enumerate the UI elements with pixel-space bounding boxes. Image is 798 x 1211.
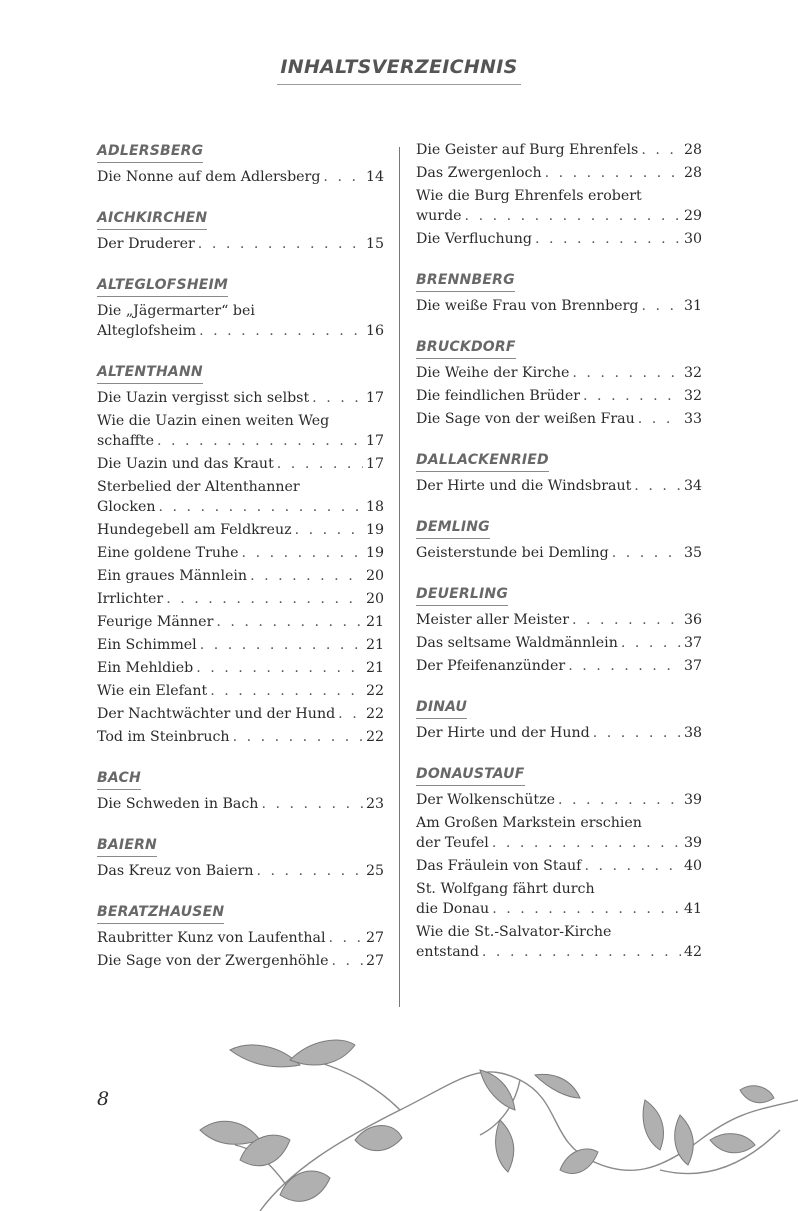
dot-leader (198, 234, 363, 254)
toc-entry[interactable] (416, 856, 702, 876)
entry-title: Feurige Männer (97, 614, 214, 630)
toc-section-donaustauf (416, 763, 702, 962)
entry-row (97, 543, 384, 563)
entry-row (97, 681, 384, 701)
entry-page-number: 17 (365, 456, 384, 472)
toc-entry[interactable] (97, 388, 384, 408)
dot-leader (492, 833, 681, 853)
dot-leader (261, 794, 362, 814)
section-heading: AICHKIRCHEN (97, 210, 207, 230)
entry-page-number: 25 (365, 863, 384, 879)
entry-row (416, 833, 702, 853)
entry-title: Eine goldene Truhe (97, 545, 239, 561)
dot-leader (338, 704, 363, 724)
entry-title: Tod im Steinbruch (97, 729, 230, 745)
toc-column-left (97, 140, 384, 991)
dot-leader (216, 612, 363, 632)
entry-page-number: 18 (365, 499, 384, 515)
dot-leader (593, 723, 681, 743)
entry-row (416, 163, 702, 183)
toc-entry[interactable] (97, 477, 384, 517)
entry-title: Hundegebell am Feldkreuz (97, 522, 292, 538)
entry-page-number: 38 (683, 725, 702, 741)
entry-title: Das seltsame Waldmännlein (416, 635, 618, 651)
dot-leader (332, 951, 363, 971)
entry-row (416, 633, 702, 653)
entry-row (416, 543, 702, 563)
toc-section-deuerling (416, 583, 702, 676)
dot-leader (641, 296, 681, 316)
toc-entry[interactable] (97, 681, 384, 701)
entry-title: Der Nachtwächter und der Hund (97, 706, 336, 722)
entry-row (97, 658, 384, 678)
toc-section-brennberg (416, 269, 702, 316)
entry-page-number: 32 (683, 388, 702, 404)
toc-entry[interactable] (97, 167, 384, 187)
page-title: INHALTSVERZEICHNIS (277, 56, 520, 85)
section-heading: ADLERSBERG (97, 143, 203, 163)
entry-page-number: 20 (365, 591, 384, 607)
entry-title: Alteglofsheim (97, 323, 197, 339)
entry-title: Das Zwergenloch (416, 165, 542, 181)
toc-entry[interactable] (97, 566, 384, 586)
section-heading: DINAU (416, 699, 467, 719)
entry-page-number: 17 (365, 433, 384, 449)
toc-entry[interactable] (416, 386, 702, 406)
entry-title: Der Wolkenschütze (416, 792, 555, 808)
dot-leader (638, 409, 681, 429)
dot-leader (323, 167, 363, 187)
entry-title: Irrlichter (97, 591, 164, 607)
toc-column-right (416, 140, 702, 982)
entry-title: Die weiße Frau von Brennberg (416, 298, 639, 314)
entry-row (416, 610, 702, 630)
entry-title: Ein Schimmel (97, 637, 197, 653)
toc-entry[interactable] (416, 610, 702, 630)
entry-row (97, 612, 384, 632)
dot-leader (572, 363, 681, 383)
entry-title: Geisterstunde bei Demling (416, 545, 609, 561)
entry-title: Die Sage von der weißen Frau (416, 411, 635, 427)
entry-title-line: Wie die Uazin einen weiten Weg (97, 413, 330, 429)
toc-entry[interactable] (416, 476, 702, 496)
toc-entry[interactable] (97, 635, 384, 655)
entry-row (416, 140, 702, 160)
toc-entry[interactable] (416, 186, 702, 226)
dot-leader (568, 656, 681, 676)
toc-entry[interactable] (416, 879, 702, 919)
dot-leader (199, 321, 363, 341)
entry-row (97, 951, 384, 971)
entry-row (97, 321, 384, 341)
toc-entry[interactable] (416, 409, 702, 429)
entry-row (416, 296, 702, 316)
entry-page-number: 29 (683, 208, 702, 224)
vine-illustration (140, 1020, 798, 1211)
entry-page-number: 42 (683, 944, 702, 960)
entry-row (416, 363, 702, 383)
entry-page-number: 30 (683, 231, 702, 247)
entry-title: Das Fräulein von Stauf (416, 858, 582, 874)
dot-leader (295, 520, 363, 540)
dot-leader (535, 229, 681, 249)
dot-leader (584, 856, 681, 876)
entry-title: Der Pfeifenanzünder (416, 658, 566, 674)
dot-leader (465, 206, 681, 226)
entry-title-line: Sterbelied der Altenthanner (97, 479, 300, 495)
toc-entry[interactable] (97, 658, 384, 678)
entry-row (97, 589, 384, 609)
entry-page-number: 17 (365, 390, 384, 406)
entry-row (97, 431, 384, 451)
entry-row (416, 723, 702, 743)
dot-leader (312, 388, 363, 408)
dot-leader (492, 899, 681, 919)
section-heading: DEMLING (416, 519, 490, 539)
entry-title: Die Uazin und das Kraut (97, 456, 274, 472)
entry-page-number: 23 (365, 796, 384, 812)
dot-leader (166, 589, 363, 609)
entry-row (97, 566, 384, 586)
toc-section-aichkirchen (97, 207, 384, 254)
column-divider (399, 147, 400, 1007)
toc-entry[interactable] (416, 229, 702, 249)
toc-entry[interactable] (97, 727, 384, 747)
toc-entry[interactable] (416, 656, 702, 676)
dot-leader (621, 633, 681, 653)
entry-page-number: 39 (683, 792, 702, 808)
toc-section-demling (416, 516, 702, 563)
section-heading: DEUERLING (416, 586, 508, 606)
dot-leader (545, 163, 681, 183)
entry-row (416, 409, 702, 429)
entry-row (416, 790, 702, 810)
toc-entry[interactable] (97, 794, 384, 814)
entry-title-line: Die „Jägermarter“ bei (97, 303, 255, 319)
entry-row (416, 899, 702, 919)
entry-title: Glocken (97, 499, 156, 515)
entry-title: Raubritter Kunz von Laufenthal (97, 930, 326, 946)
entry-row (97, 388, 384, 408)
entry-row (416, 386, 702, 406)
entry-row (97, 520, 384, 540)
toc-entry[interactable] (416, 723, 702, 743)
entry-title: Ein Mehldieb (97, 660, 194, 676)
entry-row (416, 229, 702, 249)
entry-row (97, 234, 384, 254)
section-heading: DONAUSTAUF (416, 766, 525, 786)
entry-page-number: 19 (365, 545, 384, 561)
entry-page-number: 27 (365, 930, 384, 946)
dot-leader (612, 543, 681, 563)
entry-row (416, 476, 702, 496)
toc-entry[interactable] (416, 813, 702, 853)
dot-leader (210, 681, 363, 701)
entry-title-line: Wie die St.-Salvator-Kirche (416, 924, 612, 940)
page-number: 8 (97, 1088, 110, 1110)
dot-leader (558, 790, 681, 810)
toc-section-adlersberg (97, 140, 384, 187)
entry-title: der Teufel (416, 835, 489, 851)
entry-page-number: 27 (365, 953, 384, 969)
entry-page-number: 22 (365, 683, 384, 699)
entry-page-number: 21 (365, 660, 384, 676)
dot-leader (572, 610, 681, 630)
entry-row (416, 856, 702, 876)
entry-title: Die Verfluchung (416, 231, 532, 247)
section-heading: BRENNBERG (416, 272, 515, 292)
toc-section-continued (416, 140, 702, 249)
toc-section-bruckdorf (416, 336, 702, 429)
toc-entry[interactable] (416, 140, 702, 160)
entry-row (97, 635, 384, 655)
dot-leader (328, 928, 362, 948)
entry-row (416, 656, 702, 676)
section-heading: BRUCKDORF (416, 339, 516, 359)
toc-entry[interactable] (97, 454, 384, 474)
entry-title: Ein graues Männlein (97, 568, 248, 584)
entry-row (97, 167, 384, 187)
entry-page-number: 28 (683, 142, 702, 158)
toc-entry[interactable] (416, 363, 702, 383)
section-heading: BAIERN (97, 837, 157, 857)
toc-entry[interactable] (97, 951, 384, 971)
entry-title: wurde (416, 208, 462, 224)
entry-row (97, 497, 384, 517)
entry-title: Die Weihe der Kirche (416, 365, 570, 381)
entry-row (416, 206, 702, 226)
entry-page-number: 35 (683, 545, 702, 561)
toc-entry[interactable] (97, 234, 384, 254)
toc-entry[interactable] (97, 861, 384, 881)
entry-title: Meister aller Meister (416, 612, 569, 628)
section-heading: BERATZHAUSEN (97, 904, 224, 924)
dot-leader (159, 497, 363, 517)
entry-page-number: 28 (683, 165, 702, 181)
entry-page-number: 39 (683, 835, 702, 851)
toc-entry[interactable] (97, 543, 384, 563)
entry-title: Die feindlichen Brüder (416, 388, 581, 404)
dot-leader (242, 543, 363, 563)
entry-page-number: 32 (683, 365, 702, 381)
entry-page-number: 14 (365, 169, 384, 185)
toc-section-dallackenried (416, 449, 702, 496)
entry-title: Wie ein Elefant (97, 683, 208, 699)
entry-row (97, 727, 384, 747)
dot-leader (583, 386, 681, 406)
entry-row (416, 942, 702, 962)
toc-entry[interactable] (416, 543, 702, 563)
dot-leader (641, 140, 681, 160)
page-title-wrap (0, 56, 798, 85)
toc-section-beratzhausen (97, 901, 384, 971)
entry-title: Der Hirte und die Windsbraut (416, 478, 632, 494)
dot-leader (196, 658, 363, 678)
toc-entry[interactable] (97, 411, 384, 451)
section-heading: ALTEGLOFSHEIM (97, 277, 228, 297)
entry-page-number: 21 (365, 637, 384, 653)
toc-entry[interactable] (416, 296, 702, 316)
entry-page-number: 22 (365, 729, 384, 745)
entry-page-number: 31 (683, 298, 702, 314)
entry-title: Die Geister auf Burg Ehrenfels (416, 142, 639, 158)
toc-entry[interactable] (97, 589, 384, 609)
toc-section-altenthann (97, 361, 384, 747)
toc-entry[interactable] (97, 928, 384, 948)
entry-title: Die Schweden in Bach (97, 796, 259, 812)
entry-page-number: 33 (683, 411, 702, 427)
entry-page-number: 19 (365, 522, 384, 538)
entry-title-line: Wie die Burg Ehrenfels erobert (416, 188, 642, 204)
toc-entry[interactable] (416, 790, 702, 810)
entry-page-number: 34 (683, 478, 702, 494)
entry-page-number: 20 (365, 568, 384, 584)
entry-page-number: 15 (365, 236, 384, 252)
entry-title-line: St. Wolfgang fährt durch (416, 881, 595, 897)
entry-page-number: 22 (365, 706, 384, 722)
entry-row (97, 861, 384, 881)
dot-leader (277, 454, 363, 474)
dot-leader (157, 431, 363, 451)
entry-title: schaffte (97, 433, 154, 449)
entry-page-number: 41 (683, 901, 702, 917)
dot-leader (482, 942, 681, 962)
toc-entry[interactable] (97, 704, 384, 724)
entry-page-number: 37 (683, 658, 702, 674)
entry-row (97, 704, 384, 724)
toc-section-dinau (416, 696, 702, 743)
entry-title: die Donau (416, 901, 490, 917)
entry-title: Die Uazin vergisst sich selbst (97, 390, 310, 406)
entry-page-number: 37 (683, 635, 702, 651)
entry-title: Der Druderer (97, 236, 195, 252)
entry-title-line: Am Großen Markstein erschien (416, 815, 642, 831)
toc-section-baiern (97, 834, 384, 881)
section-heading: ALTENTHANN (97, 364, 203, 384)
toc-entry[interactable] (97, 612, 384, 632)
section-heading: DALLACKENRIED (416, 452, 549, 472)
toc-section-bach (97, 767, 384, 814)
dot-leader (250, 566, 363, 586)
dot-leader (233, 727, 363, 747)
entry-row (97, 794, 384, 814)
dot-leader (256, 861, 362, 881)
entry-title: Der Hirte und der Hund (416, 725, 590, 741)
toc-section-alteglofsheim (97, 274, 384, 341)
toc-entry[interactable] (416, 633, 702, 653)
toc-entry[interactable] (416, 922, 702, 962)
toc-entry[interactable] (416, 163, 702, 183)
entry-page-number: 36 (683, 612, 702, 628)
entry-title: entstand (416, 944, 479, 960)
toc-entry[interactable] (97, 301, 384, 341)
toc-entry[interactable] (97, 520, 384, 540)
entry-row (97, 928, 384, 948)
entry-page-number: 21 (365, 614, 384, 630)
dot-leader (200, 635, 363, 655)
entry-row (97, 454, 384, 474)
entry-title: Die Sage von der Zwergenhöhle (97, 953, 329, 969)
entry-page-number: 40 (683, 858, 702, 874)
section-heading: BACH (97, 770, 141, 790)
dot-leader (634, 476, 681, 496)
entry-page-number: 16 (365, 323, 384, 339)
entry-title: Die Nonne auf dem Adlersberg (97, 169, 321, 185)
entry-title: Das Kreuz von Baiern (97, 863, 254, 879)
